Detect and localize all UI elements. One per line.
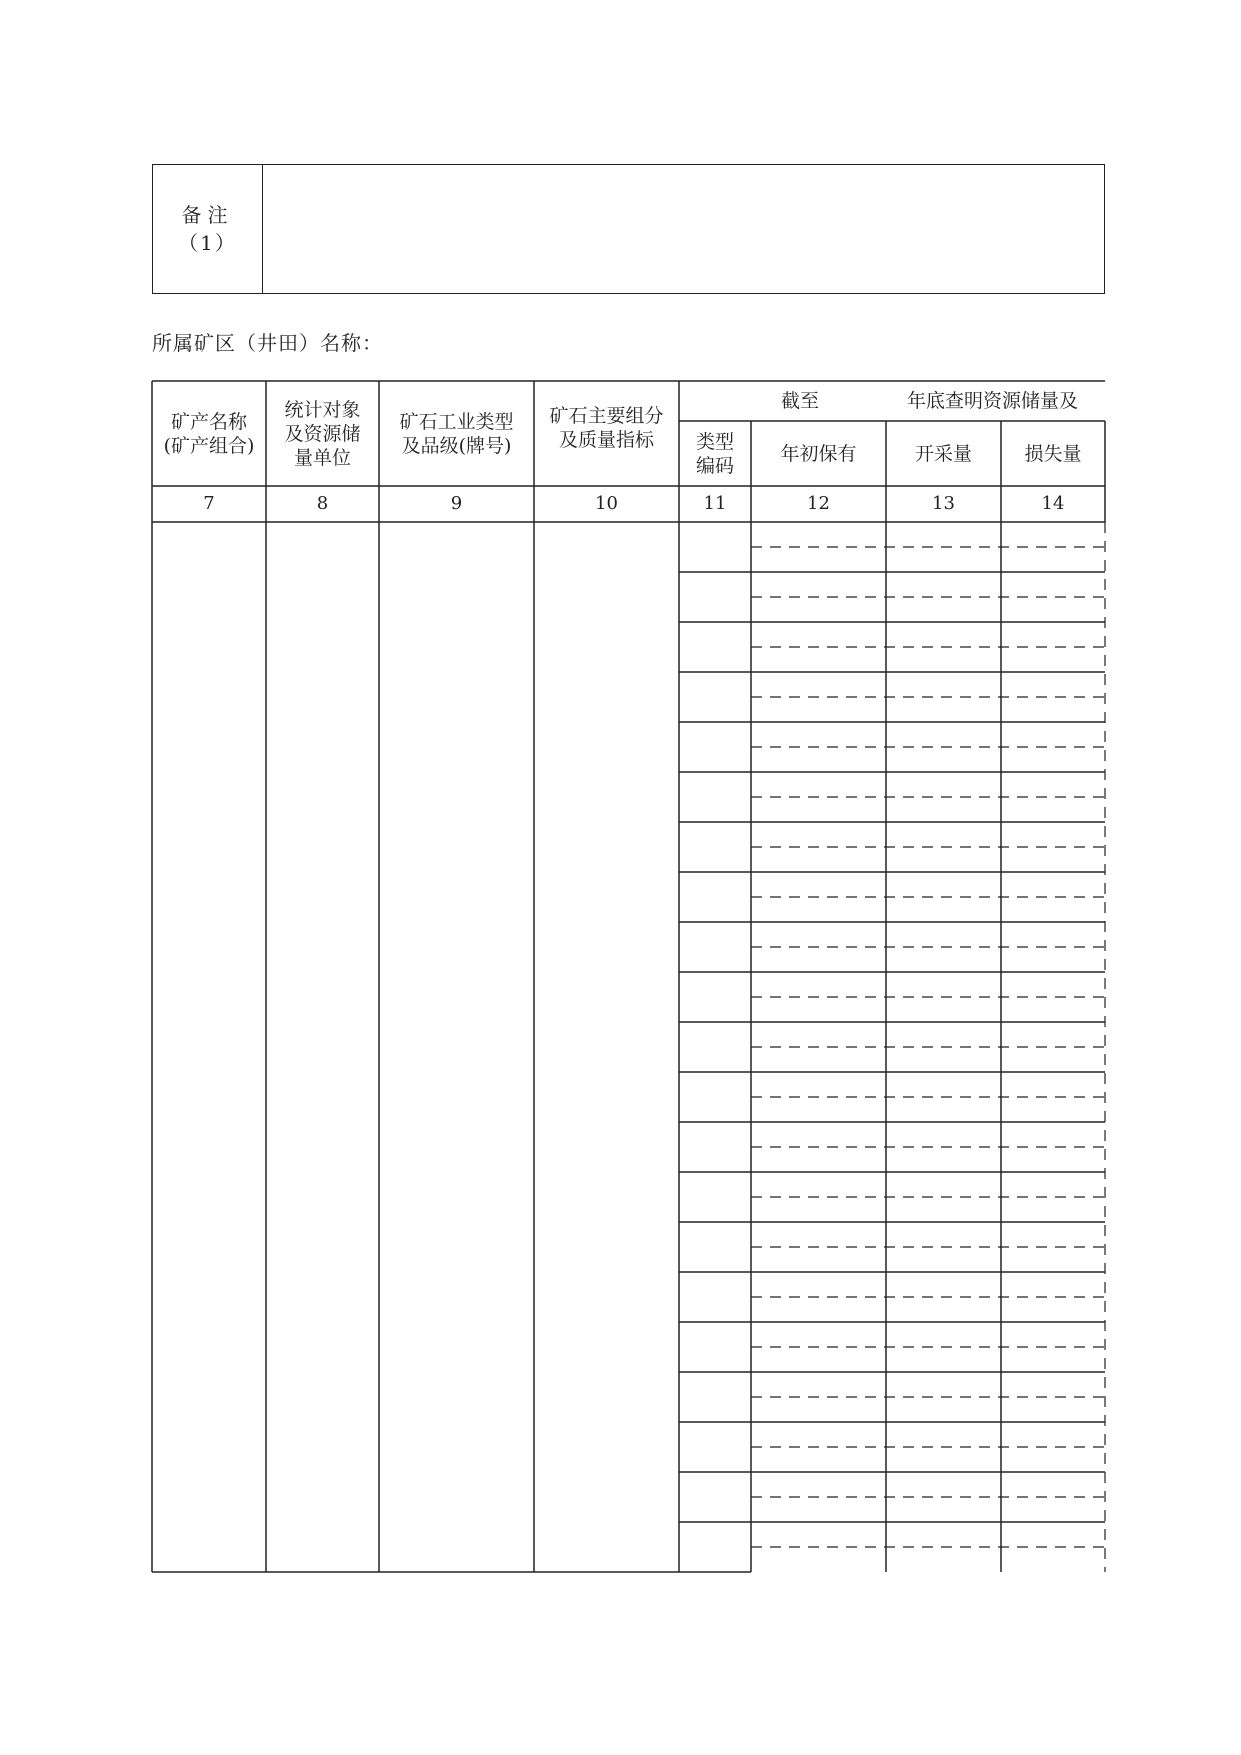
header-type-code-line-2: 编码 [695,454,734,477]
header-period-prefix-line-1: 截至 [780,390,819,412]
header-mineral-name-line-1: 矿产名称 [170,410,247,433]
column-number-11-line-1: 11 [703,493,727,514]
column-number-8-line-1: 8 [316,493,329,514]
header-stat-object-line-2: 及资源储 [284,422,361,445]
header-type-code [679,421,751,486]
header-ore-type-line-1: 矿石工业类型 [399,410,514,433]
header-loss [1001,421,1105,486]
column-number-13 [886,486,1001,522]
column-number-12-line-1: 12 [807,493,830,514]
column-number-9 [379,486,534,522]
column-number-14 [1001,486,1105,522]
mining-area-name-label: 所属矿区（井田）名称： [152,331,383,355]
remark-label-index: （1） [178,231,237,255]
header-period-prefix [760,381,840,421]
header-start-of-year-line-1: 年初保有 [780,442,857,465]
column-number-10 [534,486,679,522]
header-mineral-name [152,381,266,486]
column-number-11 [679,486,751,522]
header-ore-components-line-1: 矿石主要组分 [549,404,664,427]
header-start-of-year [751,421,886,486]
header-mined-line-1: 开采量 [914,442,972,465]
header-period-suffix [890,381,1095,421]
header-ore-type-line-2: 及品级(牌号) [401,434,512,457]
column-number-13-line-1: 13 [932,493,955,514]
header-stat-object-line-3: 量单位 [293,446,351,469]
column-number-7-line-1: 7 [203,493,215,514]
column-number-10-line-1: 10 [595,493,618,514]
column-number-7 [152,486,266,522]
header-ore-type [379,381,534,486]
remark-label-text: 备注 [181,203,234,227]
column-number-9-line-1: 9 [450,493,463,514]
header-mined [886,421,1001,486]
column-number-14-line-1: 14 [1041,493,1065,514]
column-number-8 [266,486,379,522]
header-mineral-name-line-2: (矿产组合) [163,434,255,457]
header-type-code-line-1: 类型 [695,430,734,453]
header-ore-components-line-2: 及质量指标 [558,428,654,451]
header-ore-components [534,381,679,474]
header-loss-line-1: 损失量 [1024,442,1082,465]
header-stat-object-line-1: 统计对象 [284,398,361,421]
header-period-suffix-line-1: 年底查明资源储量及 [906,390,1078,412]
header-stat-object [266,381,379,486]
column-number-12 [751,486,886,522]
